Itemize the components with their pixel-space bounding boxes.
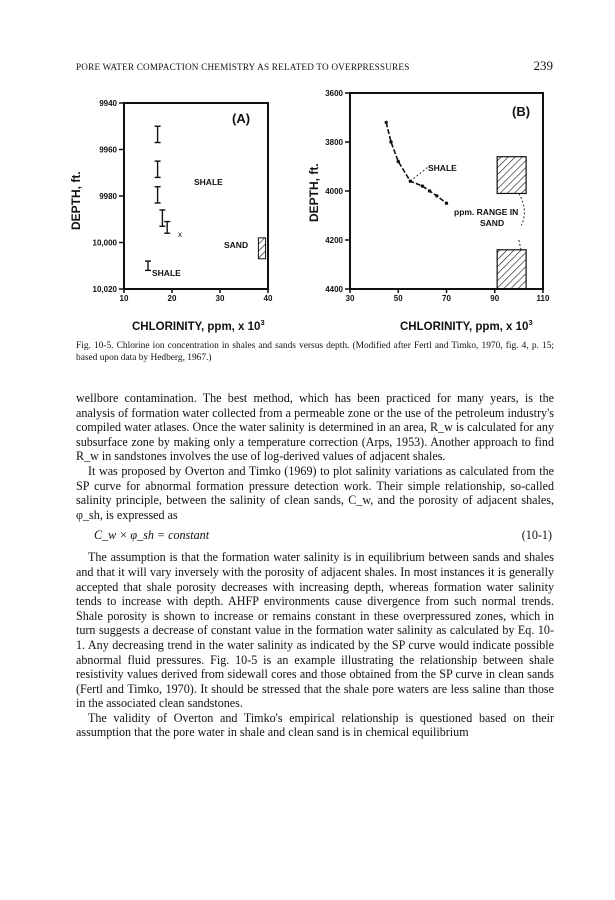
panel-b-shale-point <box>435 194 438 197</box>
panel-b-shale-point <box>421 184 424 187</box>
panel-b-shale-point <box>397 160 400 163</box>
panel-a-shale-range-bar <box>155 126 161 142</box>
panel-a-x-tick-label: 40 <box>263 294 273 303</box>
equation-10-1 <box>76 528 554 544</box>
paragraph-4: The validity of Overton and Timko's empirical relationship is questioned based on their assumption that the pore water in shale and clean sand is in chemical equilibrium <box>76 710 554 740</box>
panel-a-x-axis-label: CHLORINITY, ppm, x $10^3$ <box>132 318 265 333</box>
paragraph-2: It was proposed by Overton and Timko (1969) to plot salinity variations as calculated from the SP curve for abnormal formation pressure detection work. Their simple relationship, so-called salinity principle, between the salinity of clean sands, C_w, and the porosity of adjacent shales, φ_sh, is expressed as <box>76 463 554 522</box>
panel-b-y-tick-label: 3800 <box>325 138 343 147</box>
running-head: PORE WATER COMPACTION CHEMISTRY AS RELATED TO OVERPRESSURES <box>76 62 410 72</box>
panel-b-shale-point <box>384 121 387 124</box>
panel-a-y-tick-label: 9980 <box>99 192 117 201</box>
panel-b-x-tick-label: 70 <box>442 294 451 303</box>
panel-a-y-axis-label: DEPTH, ft. <box>69 171 83 230</box>
panel-a-shale-lower-label: SHALE <box>152 268 181 278</box>
panel-a-shale-range-bar <box>159 210 165 226</box>
panel-b-shale-label: SHALE <box>428 163 457 173</box>
panel-b-range-leader-upper <box>519 193 525 225</box>
panel-b-x-axis-label: CHLORINITY, ppm, x $10^3$ <box>400 318 533 333</box>
paragraph-3: The assumption is that the formation water salinity is in equilibrium between sands and shales and that it will vary inversely with the porosity of adjacent shales. In most instances it is generally accepted that shale porosity decreases with increasing depth, whereas formation water salinity tends to increase with depth. AHFP environments cause divergence from such normal trends. Shale porosity is shown to increase or remains constant in these overpressured zones, which in turn suggests a decrease of constant value in the formation water salinity as calculated by Eq. 10-1. Any decreasing trend in the water salinity as indicated by the SP curve would indicate possible abnormal fluid pressures. Fig. 10-5 is an example illustrating the relationship between shale resistivity values derived from sidewall cores and those obtained from the SP curve in clean sands (Fertl and Timko, 1970). It should be stressed that the shale pore waters are less saline than those in the associated clean sandstones. <box>76 550 554 711</box>
panel-a-label: (A) <box>232 111 251 126</box>
body-text <box>76 391 554 740</box>
panel-b-y-tick-label: 4200 <box>325 236 343 245</box>
panel-b-sand-range-box-lower <box>497 250 526 289</box>
figure-10-5 <box>0 0 615 340</box>
panel-b-label: (B) <box>512 104 531 119</box>
panel-a-sand-label: SAND <box>224 240 249 250</box>
panel-a-shale-range-bar <box>164 222 170 234</box>
panel-b-x-tick-label: 90 <box>490 294 500 303</box>
panel-a-y-tick-label: 10,020 <box>92 285 117 294</box>
panel-b-y-tick-label: 3600 <box>325 89 343 98</box>
panel-a <box>69 99 273 303</box>
panel-b-x-tick-label: 50 <box>393 294 403 303</box>
panel-b-sand-range-box-upper <box>497 157 526 194</box>
panel-b-x-tick-label: 30 <box>345 294 355 303</box>
panel-a-shale-range-bar <box>155 187 161 203</box>
panel-a-shale-range-bar <box>155 161 161 177</box>
equation-expression: C_w × φ_sh = constant <box>94 528 210 543</box>
panel-a-sand-range-box <box>258 238 265 259</box>
panel-b-x-tick-label: 110 <box>536 294 550 303</box>
panel-a-x-mark: x <box>178 230 182 239</box>
panel-b <box>307 89 550 303</box>
panel-a-y-tick-label: 9960 <box>99 145 117 155</box>
panel-b-shale-leader <box>410 167 428 181</box>
panel-b-shale-point <box>428 189 431 192</box>
equation-number: (10-1) <box>521 528 552 543</box>
panel-a-y-tick-label: 9940 <box>99 99 117 108</box>
figure-caption: Fig. 10-5. Chlorine ion concentration in shales and sands versus depth. (Modified after Fertl and Timko, 1970, fig. 4, p. 15; based upon data by Hedberg, 1967.) <box>76 341 554 363</box>
panel-a-x-tick-label: 10 <box>119 294 129 303</box>
panel-b-y-axis-label: DEPTH, ft. <box>307 163 321 222</box>
panel-b-y-tick-label: 4400 <box>325 285 343 294</box>
page-number: 239 <box>533 58 553 73</box>
panel-a-y-tick-label: 10,000 <box>92 238 117 248</box>
panel-b-range-label-1: ppm. RANGE IN <box>454 207 519 217</box>
panel-b-range-label-2: SAND <box>480 218 505 228</box>
panel-b-shale-point <box>389 140 392 143</box>
panel-a-x-tick-label: 20 <box>167 294 177 303</box>
paragraph-1: wellbore contamination. The best method, which has been practiced for many years, is the analysis of formation water collected from a permeable zone or the use of the petroleum industry's compiled water atlases. Once the water salinity is determined in an area, R_w is calculated for any subsurface zone by making only a temperature correction (Arps, 1953). Another approach to find R_w in sandstones involves the use of log-derived values of adjacent shales. <box>76 391 554 464</box>
panel-b-y-tick-label: 4000 <box>325 187 343 196</box>
panel-a-shale-range-bar <box>145 261 151 270</box>
panel-b-shale-point <box>445 202 448 205</box>
panel-a-shale-upper-label: SHALE <box>194 177 223 187</box>
panel-a-x-tick-label: 30 <box>215 294 225 303</box>
